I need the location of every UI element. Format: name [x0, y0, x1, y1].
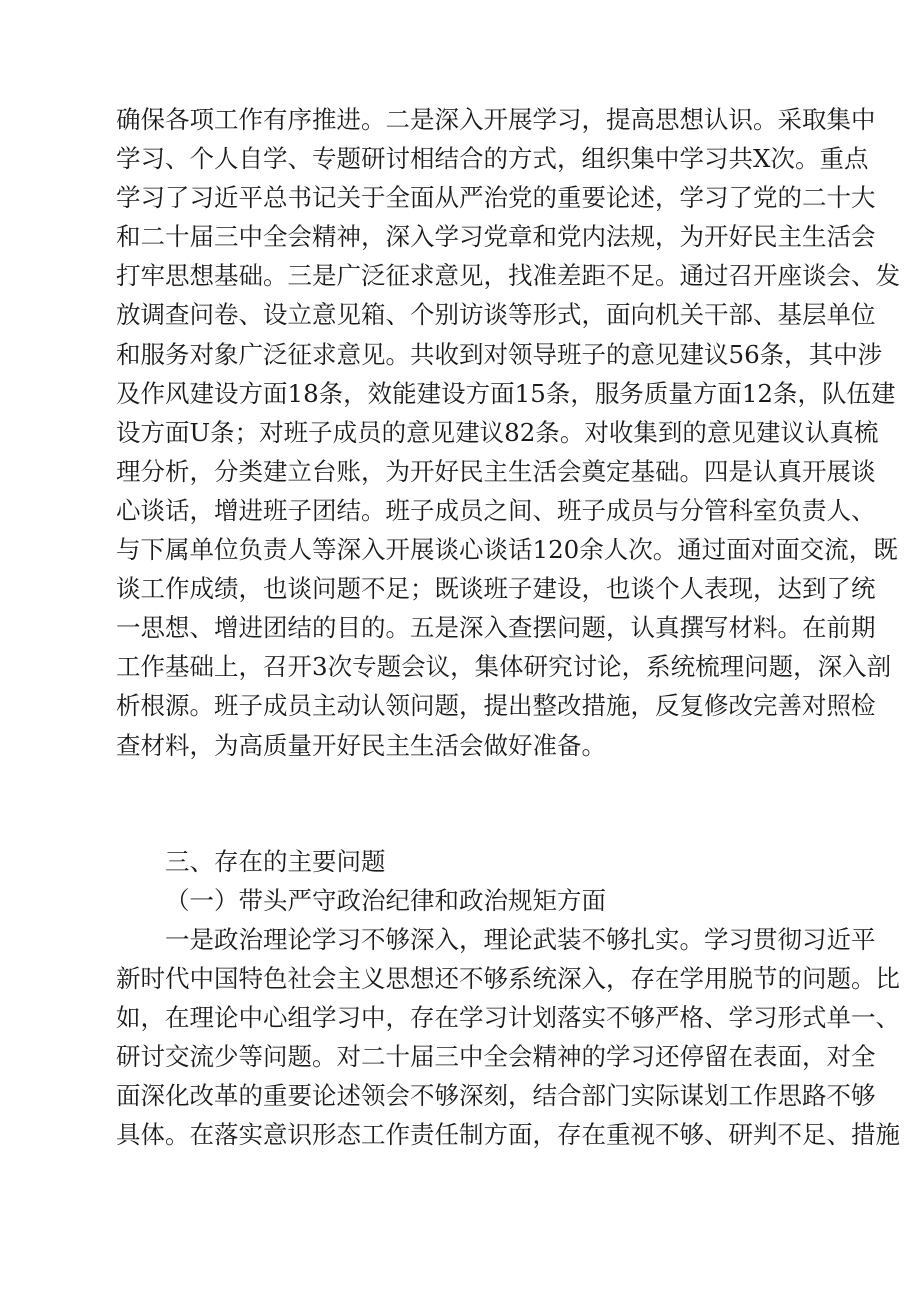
sub-heading-text: （一）带头严守政治纪律和政治规矩方面 [165, 886, 606, 915]
text-line: 确保各项工作有序推进。二是深入开展学习，提高思想认识。采取集中 [116, 105, 876, 134]
text-line: 查材料，为高质量开好民主生活会做好准备。 [116, 730, 606, 760]
text-line: 心谈话，增进班子团结。班子成员之间、班子成员与分管科室负责人、 [116, 495, 876, 525]
section-heading [116, 842, 806, 881]
text-line: 面深化改革的重要论述领会不够深刻，结合部门实际谋划工作思路不够 [116, 1081, 876, 1111]
text-line: 研讨交流少等问题。对二十届三中全会精神的学习还停留在表面，对全 [116, 1042, 876, 1072]
text-line: 新时代中国特色社会主义思想还不够系统深入，存在学用脱节的问题。比 [116, 964, 900, 994]
text-line: 和二十届三中全会精神，深入学习党章和党内法规，为开好民主生活会 [116, 222, 876, 252]
text-line: 谈工作成绩，也谈问题不足；既谈班子建设，也谈个人表现，达到了统 [116, 574, 876, 604]
text-line: 具体。在落实意识形态工作责任制方面，存在重视不够、研判不足、措施 [116, 1120, 900, 1150]
text-line: 和服务对象广泛征求意见。共收到对领导班子的意见建议56条，其中涉 [116, 339, 883, 369]
sub-heading [116, 881, 806, 920]
text-line: 一思想、增进团结的目的。五是深入查摆问题，认真撰写材料。在前期 [116, 613, 876, 643]
text-line: 学习了习近平总书记关于全面从严治党的重要论述，学习了党的二十大 [116, 183, 876, 213]
text-line: 析根源。班子成员主动认领问题，提出整改措施，反复修改完善对照检 [116, 691, 876, 721]
text-line: 一是政治理论学习不够深入，理论武装不够扎实。学习贯彻习近平 [165, 925, 876, 954]
text-line: 放调查问卷、设立意见箱、个别访谈等形式，面向机关干部、基层单位 [116, 300, 876, 330]
text-line: 学习、个人自学、专题研讨相结合的方式，组织集中学习共X次。重点 [116, 144, 869, 174]
text-line: 设方面U条；对班子成员的意见建议82条。对收集到的意见建议认真梳 [116, 417, 879, 447]
text-line: 打牢思想基础。三是广泛征求意见，找准差距不足。通过召开座谈会、发 [116, 261, 900, 291]
text-line: 如，在理论中心组学习中，存在学习计划落实不够严格、学习形式单一、 [116, 1003, 900, 1033]
text-line: 理分析，分类建立台账，为开好民主生活会奠定基础。四是认真开展谈 [116, 456, 876, 486]
body-paragraph-1 [116, 100, 900, 765]
text-line: 及作风建设方面18条，效能建设方面15条，服务质量方面12条，队伍建 [116, 378, 896, 408]
body-paragraph-2 [116, 920, 900, 1155]
text-line: 与下属单位负责人等深入开展谈心谈话120余人次。通过面对面交流，既 [116, 535, 898, 565]
text-line: 工作基础上，召开3次专题会议，集体研究讨论，系统梳理问题，深入剖 [116, 652, 892, 682]
section-heading-text: 三、存在的主要问题 [165, 847, 386, 876]
